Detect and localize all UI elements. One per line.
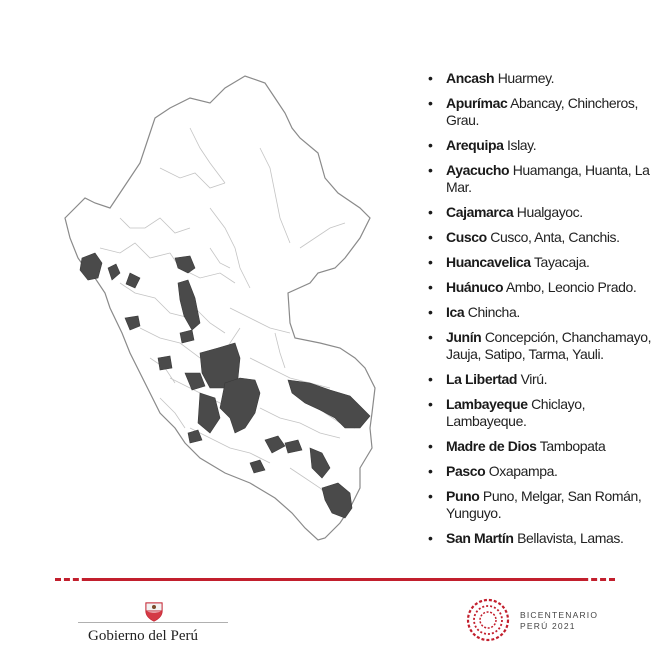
province-names: Ambo, Leoncio Prado.: [505, 279, 637, 295]
list-item: [426, 488, 661, 522]
bullet-icon: •: [428, 396, 433, 412]
bullet-icon: •: [428, 162, 433, 178]
bullet-icon: •: [428, 488, 433, 504]
province-names: Islay.: [506, 137, 537, 153]
list-item: [426, 438, 661, 455]
bullet-icon: •: [428, 204, 433, 220]
department-name: Ancash: [446, 70, 495, 86]
footer-divider-solid: [85, 578, 585, 581]
department-name: Apurímac: [446, 95, 508, 111]
bullet-icon: •: [428, 137, 433, 153]
list-item: [426, 137, 661, 154]
province-names: Virú.: [520, 371, 548, 387]
department-name: Pasco: [446, 463, 486, 479]
province-names: Concepción, Chanchamayo, Jauja, Satipo, Tarma, Yauli.: [446, 329, 652, 362]
list-item: [426, 530, 661, 547]
bullet-icon: •: [428, 279, 433, 295]
peru-map: [60, 68, 380, 548]
department-name: Huancavelica: [446, 254, 531, 270]
department-name: Ica: [446, 304, 465, 320]
province-names: Chiclayo, Lambayeque.: [446, 396, 586, 429]
bullet-icon: •: [428, 530, 433, 546]
government-rule: [78, 622, 228, 623]
peru-outline: [65, 76, 375, 540]
bullet-icon: •: [428, 329, 433, 345]
province-names: Huarmey.: [497, 70, 555, 86]
highlight-huarmey: [158, 356, 172, 370]
list-item: [426, 70, 661, 87]
list-item: [426, 304, 661, 321]
bullet-icon: •: [428, 463, 433, 479]
list-item: [426, 371, 661, 388]
list-item: [426, 229, 661, 246]
bullet-icon: •: [428, 254, 433, 270]
province-names: Tayacaja.: [533, 254, 590, 270]
bullet-icon: •: [428, 438, 433, 454]
province-names: Chincha.: [467, 304, 520, 320]
province-names: Puno, Melgar, San Román, Yunguyo.: [446, 488, 642, 521]
department-name: Puno: [446, 488, 480, 504]
department-name: La Libertad: [446, 371, 518, 387]
province-names: Hualgayoc.: [516, 204, 583, 220]
department-name: Arequipa: [446, 137, 504, 153]
province-names: Bellavista, Lamas.: [517, 530, 624, 546]
bullet-icon: •: [428, 70, 433, 86]
bullet-icon: •: [428, 304, 433, 320]
bicentenario-logo-icon: [464, 596, 512, 644]
list-item: [426, 279, 661, 296]
department-name: Huánuco: [446, 279, 504, 295]
bullet-icon: •: [428, 229, 433, 245]
bullet-icon: •: [428, 371, 433, 387]
province-names: Cusco, Anta, Canchis.: [490, 229, 620, 245]
department-name: Madre de Dios: [446, 438, 537, 454]
peru-coat-of-arms-icon: [143, 600, 165, 622]
bicentennial-subtitle: PERÚ 2021: [520, 621, 576, 631]
province-names: Huamanga, Huanta, La Mar.: [446, 162, 650, 195]
list-item: [426, 396, 661, 430]
department-list: [426, 70, 661, 555]
list-item: [426, 204, 661, 221]
department-name: San Martín: [446, 530, 514, 546]
government-title: Gobierno del Perú: [88, 628, 198, 644]
department-name: Junín: [446, 329, 482, 345]
list-item: [426, 95, 661, 129]
province-names: Tambopata: [539, 438, 606, 454]
province-names: Abancay, Chincheros, Grau.: [446, 95, 639, 128]
list-item: [426, 463, 661, 480]
bicentennial-title: BICENTENARIO: [520, 610, 599, 620]
department-name: Cajamarca: [446, 204, 514, 220]
list-item: [426, 254, 661, 271]
department-name: Ayacucho: [446, 162, 510, 178]
list-item: [426, 329, 661, 363]
bullet-icon: •: [428, 95, 433, 111]
department-name: Lambayeque: [446, 396, 528, 412]
province-names: Oxapampa.: [488, 463, 558, 479]
list-item: [426, 162, 661, 196]
department-name: Cusco: [446, 229, 487, 245]
